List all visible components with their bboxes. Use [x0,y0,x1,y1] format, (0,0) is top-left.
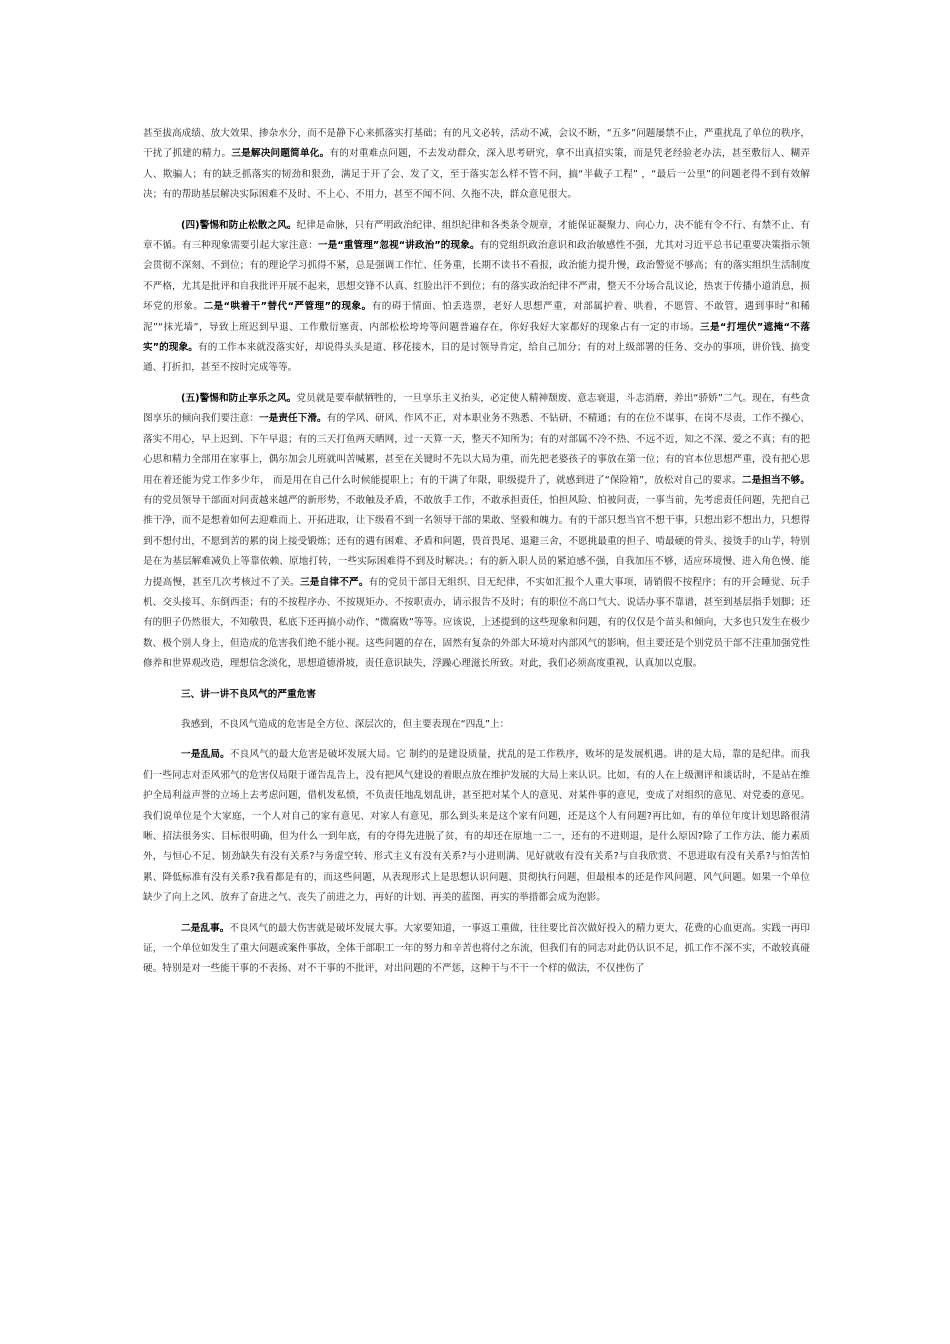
text-run: 甚至拔高成绩、放大效果、掺杂水分，而不是静下心来抓落实打基础；有的凡文必转，活动不减，会议不断，“五多”问题屡禁不止，严重扰乱了单位的秩序，干扰了抓建的精力。 [143,128,810,160]
bold-phrase: (五)警惕和防止享乐之风。 [181,392,297,404]
bold-phrase: 三、讲一讲不良风气的严重危害 [181,688,317,700]
bold-phrase: 一是乱局。 [181,749,230,761]
bold-phrase: 一是责任下滑。 [259,413,327,425]
bold-phrase: 三是“打埋伏”遮掩“不落实”的现象。 [143,321,810,354]
text-run: 党员就是要奉献牺牲的，一旦享乐主义抬头，必定使人精神颓废、意志衰退，斗志消磨，养出“骄娇”二气。现在，有些贪图享乐的倾向我们要注意： [143,392,810,425]
bold-phrase: 一是“重管理”忽视“讲政治”的现象。 [317,240,480,252]
text-run: 不良风气的最大危害是破坏发展大局。它 制约的是建设质量，扰乱的是工作秩序，败坏的是发展机遇。讲的是大局，靠的是纪律。而我们一些同志对歪风邪气的危害仅局限于谨告乱告上，没有把风气建设的着眼点放在维护发展的大局上来认识。比如，有的人在上级测评和谈话时，不是站在维护全局利益声誉的立场上去考虑问题，借机发私愤，不负责任地乱划乱讲，甚至把对某个人的意见、对某件事的意见，变成了对组织的意见、对党委的意见。我们说单位是个大家庭，一个人对自己的家有意见、对家人有意见，那么到头来是这个家有问题，还是这个人有问题?再比如，有的单位年度计划思路很清晰、招法很务实、目标很明确，但为什么一到年底，有的夺得先进脱了贫，有的却还在原地一二一，还有的不进则退，是什么原因?除了工作方法、能力素质外，与恒心不足、韧劲缺失有没有关系?与务虚空转、形式主义有没有关系?与小进则满、见好就收有没有关系?与自我欣赏、不思进取有没有关系?与怕苦怕累、降低标准有没有关系?我看都是有的，而这些问题，从表现形式上是思想认识问题、贯彻执行问题，但最根本的还是作风问题、风气问题。如果一个单位缺少了向上之风、放弃了奋进之气、丧失了前进之力，再好的计划、再美的蓝图、再实的举措都会成为泡影。 [143,749,810,904]
text-run: 不良风气的最大伤害就是破坏发展大事。大家要知道，一事返工重做，往往要比首次做好投入的精力更大，花费的心血更高。实践一再印证，一个单位如发生了重大问题或案件事故，全体干部职工一年的努力和辛苦也将付之东流，但我们有的同志对此仍认识不足，抓工作不深不实，不敢较真碰硬。特别是对一些能干事的不表扬、对不干事的不批评，对出问题的不严惩，这种干与不干一个样的做法，不仅挫伤了 [143,922,811,975]
text-run: 有的对重难点问题，不去发动群众，深入思考研究，拿不出真招实策，而是凭老经验老办法，甚至敷衍人、糊弄人、欺骗人；有的缺乏抓落实的韧劲和狠劲，满足于开了会、发了文，至于落实怎么样不管不问，搞“半截子工程” ，“最后一公里”的问题老得不到有效解决；有的帮助基层解决实际困难不及时、不上心、不用力，甚至不闻不问、久拖不决，群众意见很大。 [143,148,811,201]
document-page [143,124,810,990]
bold-phrase: 二是担当不够。 [741,474,810,486]
bold-phrase: (四)警惕和防止松散之风。 [181,219,297,231]
text-run: 我感到，不良风气造成的危害是全方位、深层次的，但主要表现在“四乱”上： [181,718,510,730]
paragraph [143,216,810,379]
text-run: 有的工作本来就没落实好，却说得头头是道、移花接木，目的是讨领导肯定，给自己加分；有的对上级部署的任务、交办的事项，讲价钱、搞变通、打折扣，甚至不按时完成等等。 [143,342,810,374]
bold-phrase: 二是“哄着干”替代“严管理”的现象。 [203,301,372,313]
text-run: 纪律是命脉，只有严明政治纪律、组织纪律和各类条令规章，才能保证凝聚力、向心力，决不能有令不行、有禁不止、有章不循。有三种现象需要引起大家注意： [143,219,811,252]
paragraph [143,389,810,675]
text-run: 有的党组织政治意识和政治敏感性不强，尤其对习近平总书记重要决策指示领会贯彻不深刻、不到位；有的理论学习抓得不紧，总是强调工作忙、任务重，长期不读书不看报，政治能力提升慢，政治警觉不够高；有的落实组织生活制度不严格，尤其是批评和自我批评开展不起来，思想交锋不认真、红脸出汗不到位；有的落实政治纪律不严肃，整天不分场合乱议论，热衷于传播小道消息，损坏党的形象。 [143,240,811,313]
bold-phrase: 三是解决问题简单化。 [231,148,330,160]
text-run: 有的碍于情面、怕丢选票，老好人思想严重，对部属护着、哄着，不愿管、不敢管，遇到事时“和稀泥”“抹光墙”，导致上班迟到早退、工作敷衍塞责、内部松松垮垮等问题普遍存在，你好我好大家都好的现象占有一定的市场。 [143,301,811,333]
paragraph [143,745,810,908]
paragraph [143,124,810,206]
bold-phrase: 三是自律不严。 [299,576,369,588]
paragraph [143,919,810,980]
bold-phrase: 二是乱事。 [181,922,230,934]
text-run: 有的学风、研风、作风不正，对本职业务不熟悉、不钻研、不精通；有的在位不谋事、在岗不尽责，工作不操心、落实不用心，早上迟到、下午早退；有的三天打鱼两天晒网，过一天算一天，整天不知所为；有的对部属不冷不热、不远不近，知之不深、爱之不真；有的把心思和精力全部用在家事上，偶尔加会儿班就叫苦喊累，甚至在关键时不先以大局为重，而先把老婆孩子的事放在第一位；有的官本位思想严重，没有把心思用在着还能为党工作多少年， 而是用在自己什么时候能提职上；有的干满了年限，职级提升了，就感到进了“保险箱”，放松对自己的要求。 [143,413,810,486]
paragraph [143,715,810,735]
text-run: 有的党员干部目无组织、目无纪律，不实如汇报个人重大事项，请销假不按程序；有的开会睡觉、玩手机、交头接耳、东倒西歪；有的不按程序办、不按规矩办、不按职责办，请示报告不及时；有的职位不高口气大、说话办事不靠谱，甚至到基层指手划脚；还有的胆子仍然很大，不知敬畏，私底下还再搞小动作、“微腐败”等等。应该说，上述提到的这些现象和问题，有的仅仅是个苗头和倾向，大多也只发生在极少数、极个别人身上，但造成的危害我们绝不能小视。这些问题的存在，固然有复杂的外部大环境对内部风气的影响，但主要还是个别党员干部不注重加强党性修养和世界观改造，理想信念淡化，思想道德滑坡，责任意识缺失，浮躁心理滋长所致。对此，我们必须高度重视，认真加以克服。 [143,576,810,670]
section-heading [143,685,810,705]
text-run: 有的党员领导干部面对问责越来越严的新形势，不敢触及矛盾，不敢放手工作，不敢承担责任，怕担风险、怕被问责，一事当前，先考虑责任问题，先把自己推干净，而不是想着如何去迎难而上、开拓进取，让下级看不到一名领导干部的果敢、坚毅和魄力。有的干部只想当官不想干事，只想出彩不想出力，只想得到不想付出，不愿到苦的累的岗上接受锻炼；还有的遇有困难、矛盾和问题，畏首畏尾、退避三舍，不愿挑最重的担子、啃最硬的骨头、接烫手的山芋，特别是在为基层解难减负上等靠依赖、原地打转，一些实际困难得不到及时解决。；有的新入职人员的紧迫感不强，自我加压不够，适应环境慢、进入角色慢、能力提高慢，甚至几次考核过不了关。 [143,494,810,588]
